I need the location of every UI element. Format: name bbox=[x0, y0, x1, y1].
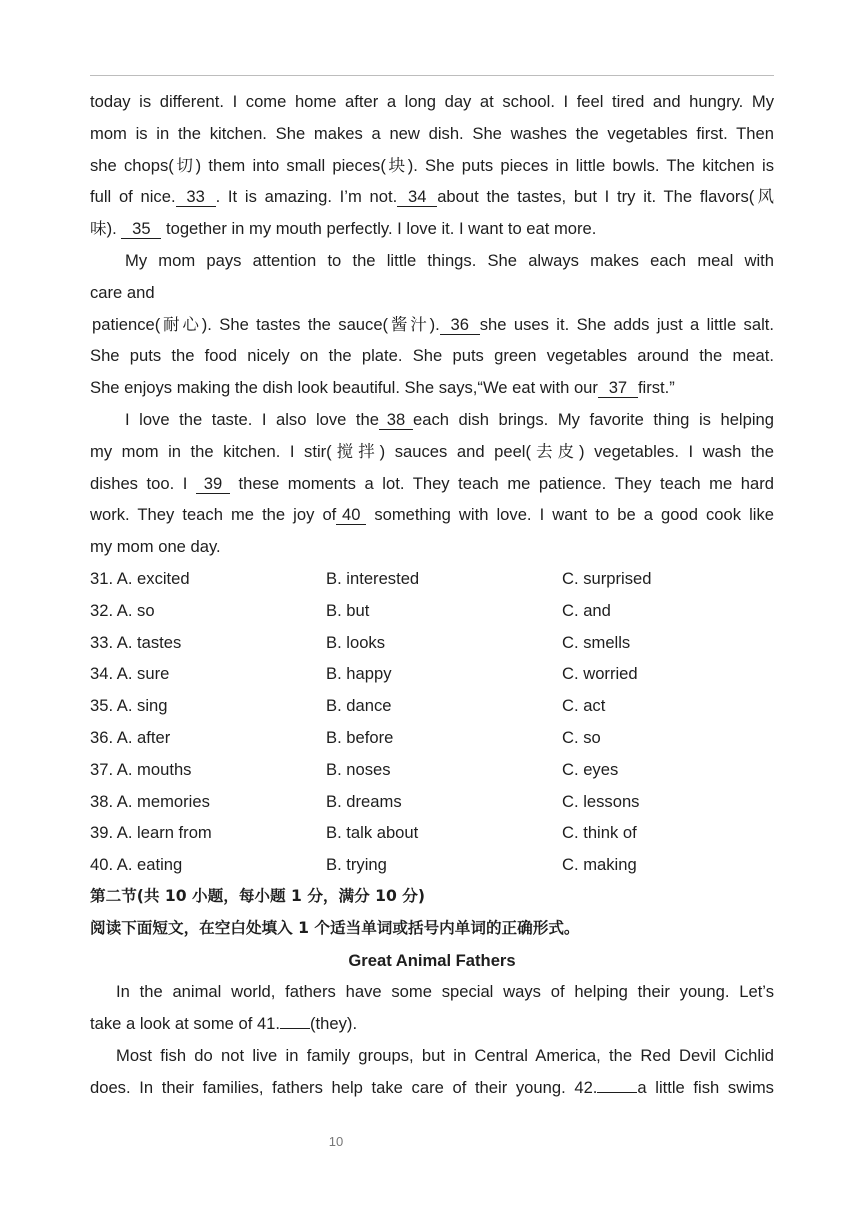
passage-line bbox=[90, 1072, 774, 1104]
option-c: C. smells bbox=[562, 632, 631, 652]
section-instruction: 阅读下面短文，在空白处填入 1 个适当单词或括号内单词的正确形式。 bbox=[90, 918, 580, 937]
option-a: 37. A. mouths bbox=[90, 759, 192, 779]
passage-line: She puts the food nicely on the plate. She puts green vegetables around the meat. bbox=[90, 346, 774, 366]
option-b: B. talk about bbox=[326, 823, 419, 843]
section-heading: 第二节(共 10 小题，每小题 1 分，满分 10 分) bbox=[90, 886, 425, 905]
option-a: 32. A. so bbox=[90, 600, 155, 620]
text-segment: patience(耐心). She tastes the sauce(酱汁). bbox=[92, 314, 440, 334]
passage-line: In the animal world, fathers have some special ways of helping their young. Let’s bbox=[116, 982, 774, 1002]
option-b: B. dreams bbox=[326, 791, 402, 811]
text-segment: she uses it. She adds just a little salt. bbox=[479, 314, 774, 334]
option-c: C. act bbox=[562, 696, 606, 716]
passage-line: today is different. I come home after a long day at school. I feel tired and hungry. My bbox=[90, 92, 774, 111]
option-c: C. making bbox=[562, 855, 637, 875]
passage-line bbox=[90, 468, 774, 500]
passage-line bbox=[90, 499, 774, 531]
passage-line bbox=[90, 213, 774, 245]
options-list bbox=[90, 563, 774, 881]
option-row bbox=[90, 627, 774, 659]
text-segment: 味). bbox=[90, 219, 117, 239]
option-c: C. surprised bbox=[562, 568, 652, 588]
blank-34: 34 bbox=[397, 187, 437, 207]
cloze-passage bbox=[90, 86, 774, 563]
text-segment: these moments a lot. They teach me patience. They teach me hard bbox=[238, 473, 774, 493]
option-row bbox=[90, 849, 774, 881]
option-row bbox=[90, 595, 774, 627]
option-c: C. lessons bbox=[562, 791, 640, 811]
passage-line: Most fish do not live in family groups, but in Central America, the Red Devil Cichlid bbox=[116, 1045, 774, 1065]
option-c: C. think of bbox=[562, 823, 637, 843]
passage-line bbox=[90, 1008, 774, 1040]
page-number: 10 bbox=[328, 1134, 344, 1149]
blank-33: 33 bbox=[176, 187, 216, 207]
option-row bbox=[90, 690, 774, 722]
section-two bbox=[90, 881, 774, 1104]
text-segment: first.” bbox=[637, 378, 675, 398]
header-rule bbox=[90, 75, 774, 76]
text-segment: dishes too. I bbox=[90, 473, 188, 493]
option-row bbox=[90, 722, 774, 754]
option-c: C. eyes bbox=[562, 759, 619, 779]
option-a: 36. A. after bbox=[90, 727, 171, 747]
option-b: B. but bbox=[326, 600, 370, 620]
option-a: 39. A. learn from bbox=[90, 823, 212, 843]
text-segment: (they). bbox=[310, 1014, 358, 1034]
text-segment: I love the taste. I also love the bbox=[125, 409, 379, 429]
text-segment: something with love. I want to be a good cook like bbox=[374, 505, 774, 525]
option-row bbox=[90, 658, 774, 690]
blank-39: 39 bbox=[196, 474, 230, 494]
passage-line: My mom pays attention to the little things. She always makes each meal with bbox=[125, 250, 774, 270]
passage-line: mom is in the kitchen. She makes a new dish. She washes the vegetables first. Then bbox=[90, 123, 774, 143]
passage-line bbox=[90, 404, 774, 436]
option-row bbox=[90, 563, 774, 595]
passage-line: my mom in the kitchen. I stir(搅拌) sauces and peel(去皮) vegetables. I wash the bbox=[90, 441, 774, 461]
option-row bbox=[90, 786, 774, 818]
option-c: C. so bbox=[562, 727, 601, 747]
option-row bbox=[90, 817, 774, 849]
passage-line bbox=[90, 309, 774, 341]
blank-37: 37 bbox=[598, 378, 638, 398]
text-segment: full of nice. bbox=[90, 187, 176, 207]
text-segment: together in my mouth perfectly. I love it. I want to eat more. bbox=[165, 219, 597, 239]
option-b: B. before bbox=[326, 727, 394, 747]
option-c: C. and bbox=[562, 600, 611, 620]
text-segment: about the tastes, but I try it. The flavors(风 bbox=[437, 187, 774, 207]
blank-38: 38 bbox=[379, 410, 413, 430]
text-segment: take a look at some of 41. bbox=[90, 1014, 281, 1034]
page-content bbox=[90, 86, 774, 1104]
option-b: B. trying bbox=[326, 855, 387, 875]
option-b: B. dance bbox=[326, 696, 392, 716]
text-segment: . It is amazing. I’m not. bbox=[215, 187, 398, 207]
passage-line: she chops(切) them into small pieces(块). She puts pieces in little bowls. The kitchen is bbox=[90, 155, 774, 175]
blank-42 bbox=[597, 1092, 637, 1093]
passage-title: Great Animal Fathers bbox=[348, 950, 516, 970]
option-b: B. looks bbox=[326, 632, 386, 652]
blank-40: 40 bbox=[336, 505, 366, 525]
text-segment: She enjoys making the dish look beautiful. She says,“We eat with our bbox=[90, 378, 598, 398]
option-a: 40. A. eating bbox=[90, 855, 183, 875]
blank-41 bbox=[280, 1028, 310, 1029]
passage-line: my mom one day. bbox=[90, 537, 221, 557]
text-segment: a little fish swims bbox=[637, 1077, 774, 1097]
blank-36: 36 bbox=[440, 315, 480, 335]
passage-line: care and bbox=[90, 282, 155, 302]
option-row bbox=[90, 754, 774, 786]
option-a: 33. A. tastes bbox=[90, 632, 182, 652]
option-a: 38. A. memories bbox=[90, 791, 210, 811]
option-b: B. happy bbox=[326, 664, 392, 684]
option-b: B. noses bbox=[326, 759, 391, 779]
option-c: C. worried bbox=[562, 664, 638, 684]
passage-line bbox=[90, 372, 774, 404]
blank-35: 35 bbox=[121, 219, 161, 239]
text-segment: work. They teach me the joy of bbox=[90, 505, 337, 525]
option-b: B. interested bbox=[326, 568, 420, 588]
passage-line bbox=[90, 181, 774, 213]
text-segment: does. In their families, fathers help take care of their young. 42. bbox=[90, 1077, 598, 1097]
text-segment: each dish brings. My favorite thing is helping bbox=[413, 409, 774, 429]
option-a: 34. A. sure bbox=[90, 664, 170, 684]
option-a: 31. A. excited bbox=[90, 568, 190, 588]
option-a: 35. A. sing bbox=[90, 696, 168, 716]
